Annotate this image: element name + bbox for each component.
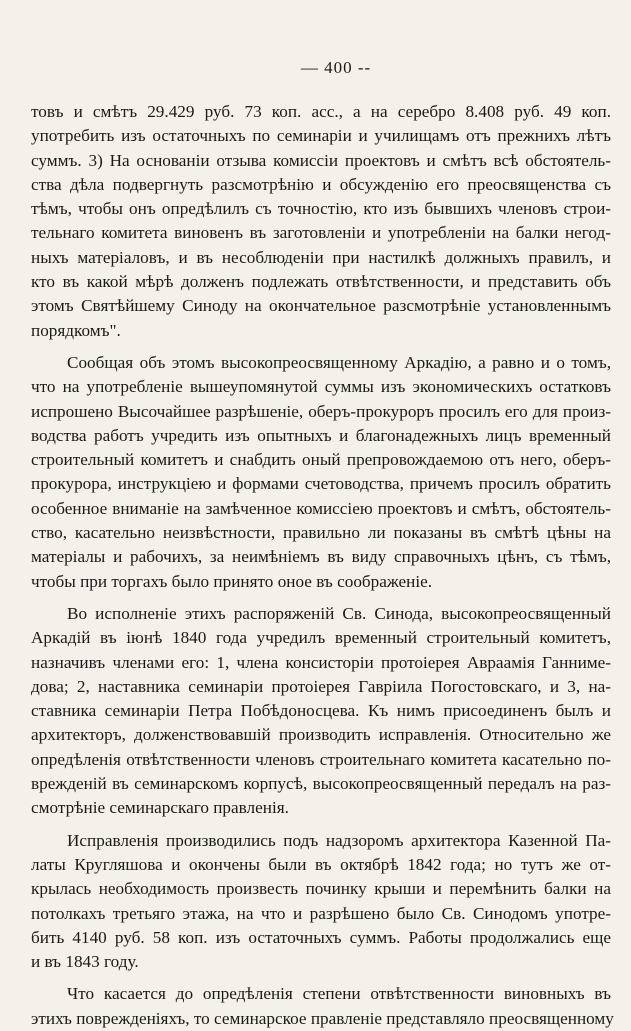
text-line: ства дѣла подвергнуть разсмотрѣнію и обсужденію его преосвященства съ xyxy=(31,174,611,194)
text-line: порядкомъ". xyxy=(31,320,121,340)
text-line: употребить изъ остаточныхъ по семинаріи и училищамъ отъ прежнихъ лѣтъ xyxy=(31,126,611,146)
text-line: товъ и смѣтъ 29.429 руб. 73 коп. асс., а на серебро 8.408 руб. 49 коп. xyxy=(31,102,611,121)
text-line: этомъ Святѣйшему Синоду на окончательное разсмотрѣніе установленнымъ xyxy=(31,296,611,316)
text-line: опредѣленія отвѣтственности членовъ строительнаго комитета касательно по- xyxy=(31,749,611,769)
paragraph xyxy=(31,982,614,1031)
text-line: дова; 2, наставника семинаріи протоіерея Гавріила Погостовскаго, и 3, на- xyxy=(31,676,611,696)
text-line: крылась необходимость произвесть починку крыши и перемѣнить балки на xyxy=(31,879,611,899)
text-line: Сообщая объ этомъ высокопреосвященному Аркадію, а равно и о томъ, xyxy=(67,352,611,372)
text-line: назначивъ членами его: 1, члена консисторіи протоіерея Авраамія Ганнимe- xyxy=(31,652,611,672)
paragraph xyxy=(31,602,611,821)
text-line: что на употребленіе вышеупомянутой суммы изъ экономическихъ остатковъ xyxy=(31,377,611,397)
text-line: Что касается до опредѣленія степени отвѣтственности виновныхъ въ xyxy=(67,984,611,1004)
text-line: ство, касательно неизвѣстности, правильно ли показаны въ смѣтѣ цѣны на xyxy=(31,523,611,543)
text-line: прокурора, инструкціею и формами счетоводства, причемъ просилъ обратить xyxy=(31,474,611,494)
text-line: врежденій въ семинарскомъ корпусѣ, высокопреосвященный передалъ на раз- xyxy=(31,774,611,794)
text-line: ныхъ матеріаловъ, и въ несоблюденіи при настилкѣ должныхъ правилъ, и xyxy=(31,247,611,267)
text-line: испрошено Высочайшее разрѣшеніе, оберъ-прокуроръ просилъ его для произ- xyxy=(31,401,611,421)
text-line: суммъ. 3) На основаніи отзыва комиссіи проектовъ и смѣтъ всѣ обстоятель- xyxy=(31,150,611,170)
text-line: смотрѣніе семинарскаго правленія. xyxy=(31,798,289,818)
text-line: архитекторъ, долженствовавшій производить исправленія. Относительно же xyxy=(31,725,611,745)
text-line: тельнаго комитета виновенъ въ заготовленіи и употребленіи на балки негод- xyxy=(31,223,611,243)
text-line: Во исполненіе этихъ распоряженій Св. Синода, высокопреосвященный xyxy=(67,603,611,623)
paragraph xyxy=(31,829,611,975)
text-line: потолкахъ третьяго этажа, на что и разрѣшено было Св. Синодомъ употре- xyxy=(31,903,611,923)
text-line: тѣмъ, чтобы онъ опредѣлилъ съ точностію, кто изъ бывшихъ членовъ строи- xyxy=(31,199,611,219)
text-line: чтобы при торгахъ было принято оное въ соображеніе. xyxy=(31,571,433,591)
text-line: этихъ поврежденіяхъ, то семинарское правленіе представляло преосвященному xyxy=(31,1008,614,1028)
text-line: латы Кругляшова и окончены были въ октябрѣ 1842 года; но тутъ же от- xyxy=(31,854,611,874)
page-number: — 400 -- xyxy=(300,58,372,77)
text-line: водства работъ учредить изъ опытныхъ и благонадежныхъ лицъ временный xyxy=(31,425,611,445)
text-line: Исправленія производились подъ надзоромъ архитектора Казенной Па- xyxy=(67,830,611,850)
paragraph xyxy=(31,100,611,343)
text-line: особенное вниманіе на замѣченное комиссіею проектовъ и смѣтъ, обстоятель- xyxy=(31,498,611,518)
text-line: Аркадій въ іюнѣ 1840 года учредилъ временный строительный комитетъ, xyxy=(31,628,611,648)
text-line: кто въ какой мѣрѣ долженъ подлежать отвѣтственности, и представить объ xyxy=(31,272,611,292)
text-line: и въ 1843 году. xyxy=(31,952,139,972)
text-line: ставника семинаріи Петра Побѣдоносцева. Къ нимъ присоединенъ былъ и xyxy=(31,701,611,721)
text-line: строительный комитетъ и снабдить оный препровождаемою отъ него, оберъ- xyxy=(31,450,611,470)
text-line: матеріалы и рабочихъ, за неимѣніемъ въ виду справочныхъ цѣнъ, съ тѣмъ, xyxy=(31,547,611,567)
text-line: бить 4140 руб. 58 коп. изъ остаточныхъ суммъ. Работы продолжались еще xyxy=(31,927,611,947)
body-text xyxy=(31,100,614,1031)
paragraph xyxy=(31,351,611,594)
